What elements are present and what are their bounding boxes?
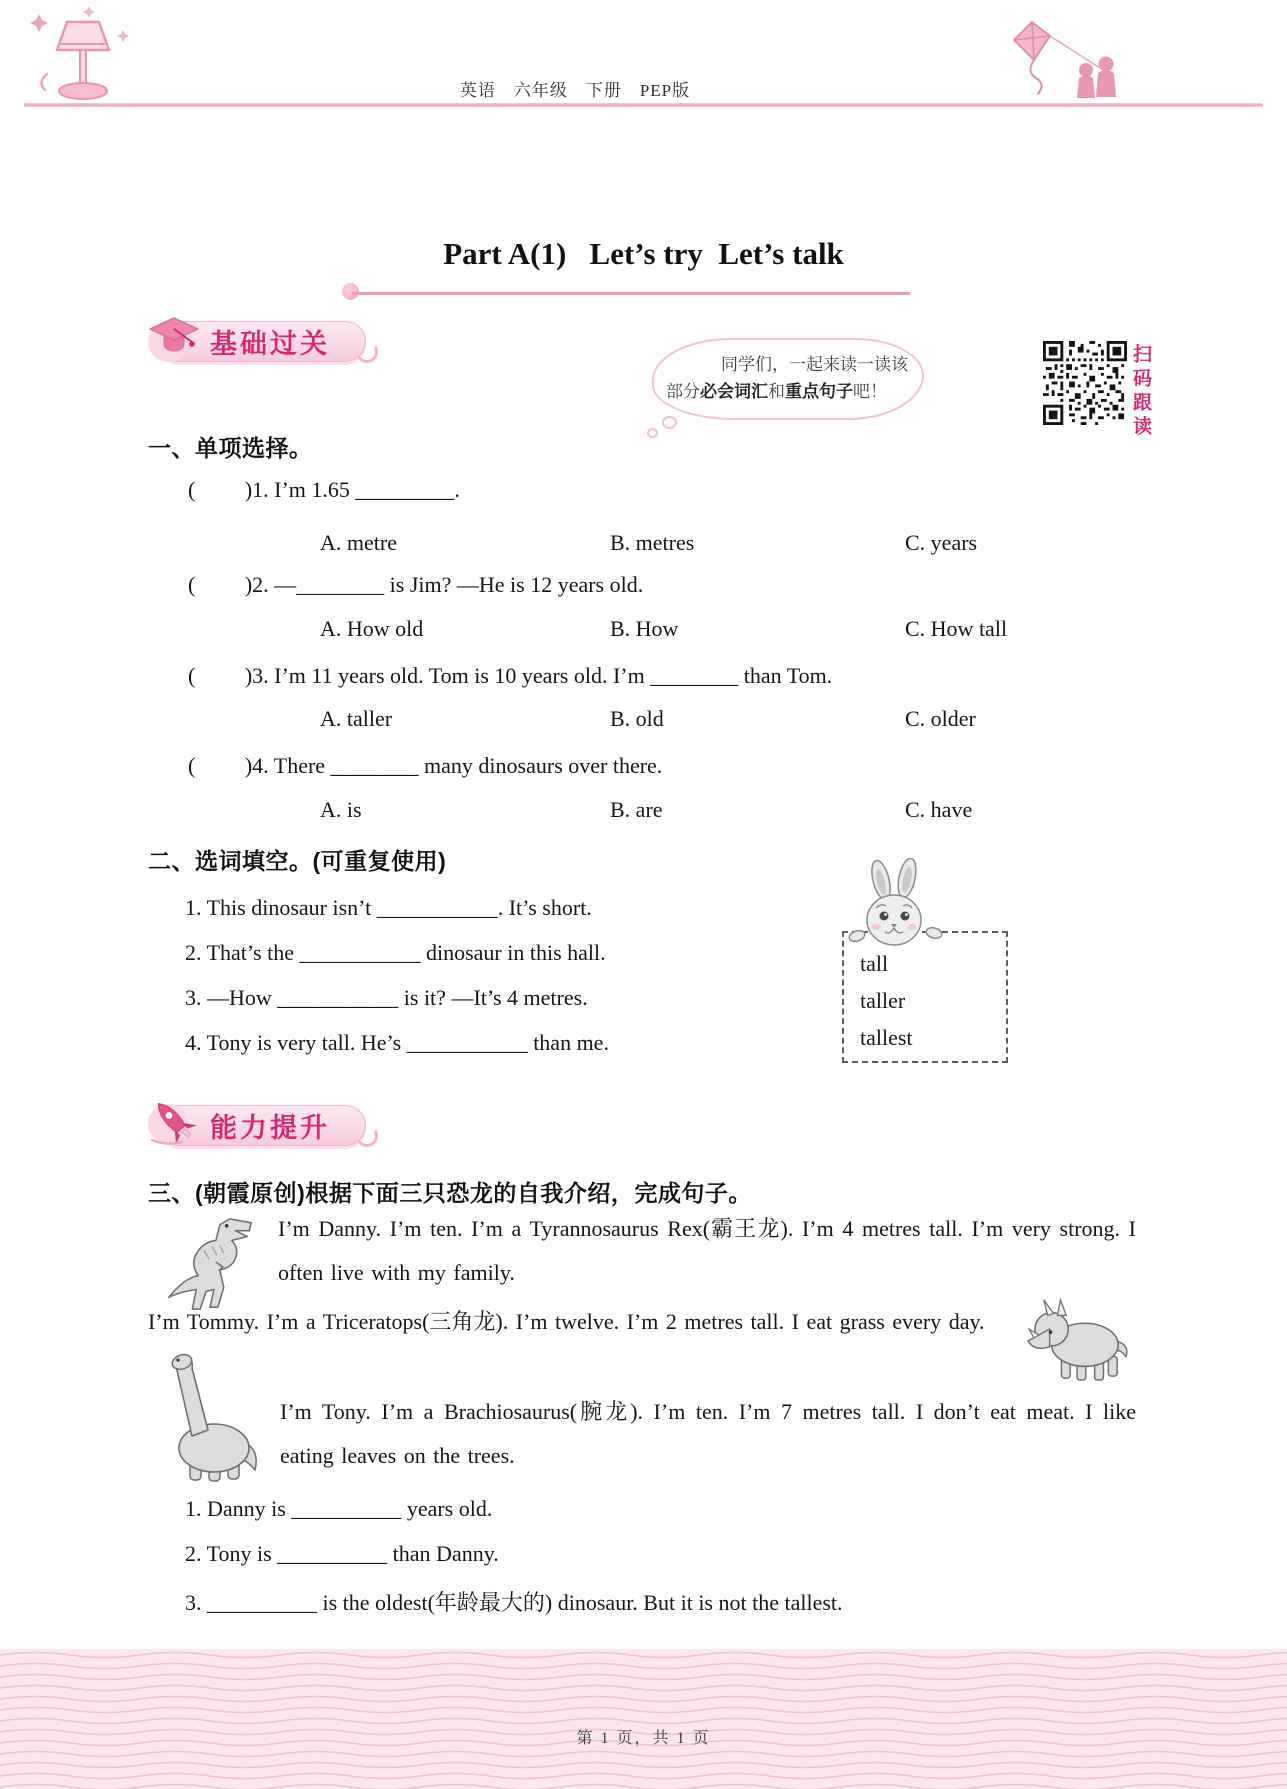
passage-text: I’m Danny. I’m ten. I’m a Tyrannosaurus Rex(霸王龙). I’m 4 metres tall. I’m very strong. I often live with my family. <box>278 1216 1136 1285</box>
option-c: C. How tall <box>905 616 1008 641</box>
fill-item: 1. This dinosaur isn’t ___________. It’s short. <box>185 895 592 920</box>
passage-tommy <box>148 1300 1136 1382</box>
reading-tip-line2: 部分必会词汇和重点句子吧！ <box>666 382 887 401</box>
question-stem: ( )4. There ________ many dinosaurs over there. <box>188 753 663 778</box>
section-one-heading: 一、单项选择。 <box>148 435 313 461</box>
fill-item: 1. Danny is __________ years old. <box>185 1496 493 1521</box>
question-options <box>320 797 1200 823</box>
option-b: B. How <box>610 616 679 641</box>
rabbit-icon <box>845 858 945 954</box>
header-divider <box>24 103 1263 107</box>
option-b: B. metres <box>610 530 695 555</box>
option-c: C. have <box>905 797 973 822</box>
course-info: 英语 六年级 下册 PEP版 <box>459 81 691 100</box>
qr-scan-label: 扫码跟读 <box>1130 344 1151 440</box>
passage-danny <box>148 1207 1136 1315</box>
section-badge-advanced <box>146 1098 366 1148</box>
page-title: Part A(1) Let’s try Let’s talk <box>443 236 844 271</box>
footer-band <box>0 1649 1287 1789</box>
qr-code-icon[interactable] <box>1043 341 1127 425</box>
question-options <box>320 616 1200 642</box>
section-two-heading: 二、选词填空。(可重复使用) <box>148 848 447 874</box>
question-options <box>320 706 1200 732</box>
wave-pattern <box>0 1649 1287 1789</box>
option-a: A. metre <box>320 530 397 555</box>
passage-text: I’m Tommy. I’m a Triceratops(三角龙). I’m twelve. I’m 2 metres tall. I eat grass every day. <box>148 1309 985 1334</box>
option-a: A. taller <box>320 706 393 731</box>
badge-label-basic: 基础过关 <box>210 329 330 359</box>
section-three-heading: 三、(朝霞原创)根据下面三只恐龙的自我介绍，完成句子。 <box>148 1180 752 1206</box>
option-c: C. years <box>905 530 978 555</box>
passage-tony <box>280 1390 1136 1478</box>
question-stem: ( )3. I’m 11 years old. Tom is 10 years old. I’m ________ than Tom. <box>188 663 833 688</box>
badge-label-advanced: 能力提升 <box>210 1113 330 1143</box>
reading-tip-bubble <box>652 338 924 420</box>
option-a: A. is <box>320 797 362 822</box>
question-options <box>320 530 1200 556</box>
question-stem: ( )1. I’m 1.65 _________. <box>188 477 460 502</box>
word-bank-word: taller <box>860 988 906 1013</box>
fill-item: 3. __________ is the oldest(年龄最大的) dinosaur. But it is not the tallest. <box>185 1590 843 1615</box>
title-underline <box>352 292 910 295</box>
option-a: A. How old <box>320 616 424 641</box>
word-bank-word: tall <box>860 951 889 976</box>
graduation-cap-icon <box>146 310 202 366</box>
reading-tip-line1: 同学们，一起来读一读该 <box>721 355 908 374</box>
section-badge-basic <box>146 314 366 364</box>
fill-item: 4. Tony is very tall. He’s ___________ than me. <box>185 1030 609 1055</box>
fill-item: 3. —How ___________ is it? —It’s 4 metres. <box>185 985 588 1010</box>
page-number: 第 1 页，共 1 页 <box>576 1730 711 1747</box>
fill-item: 2. That’s the ___________ dinosaur in this hall. <box>185 940 606 965</box>
bubble-tail-dot <box>647 428 658 438</box>
option-b: B. old <box>610 706 664 731</box>
word-bank-word: tallest <box>860 1025 913 1050</box>
fill-item: 2. Tony is __________ than Danny. <box>185 1541 499 1566</box>
triceratops-icon <box>1024 1290 1134 1382</box>
brachiosaurus-icon <box>156 1350 260 1482</box>
option-c: C. older <box>905 706 976 731</box>
passage-text: I’m Tony. I’m a Brachiosaurus(腕龙). I’m ten. I’m 7 metres tall. I don’t eat meat. I like eating leaves on the trees. <box>280 1399 1136 1468</box>
question-stem: ( )2. —________ is Jim? —He is 12 years old. <box>188 572 644 597</box>
bubble-tail-dot <box>662 416 677 429</box>
option-b: B. are <box>610 797 663 822</box>
reading-tip-text <box>666 351 912 405</box>
rocket-icon <box>146 1094 202 1150</box>
